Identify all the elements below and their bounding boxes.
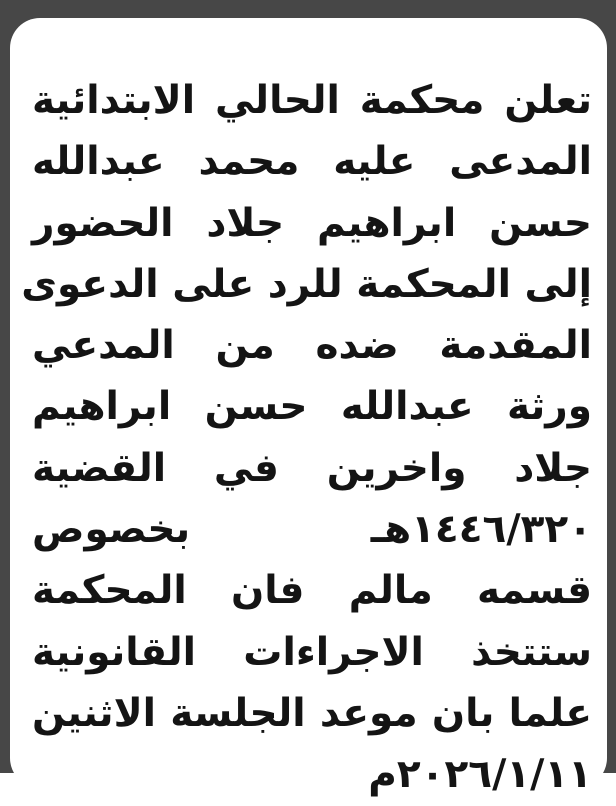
notice-line: إلى المحكمة للرد على الدعوى [21,261,592,307]
notice-card [10,18,607,798]
notice-line: ٢٠٢٦/١/١١م [368,752,592,798]
notice-line: ستتخذ الاجراءات القانونية [32,629,592,675]
notice-text [21,70,592,806]
notice-line: علما بان موعد الجلسة الاثنين [32,690,592,736]
notice-line: ورثة عبدالله حسن ابراهيم [32,384,592,430]
notice-line: حسن ابراهيم جلاد الحضور [32,200,592,246]
notice-line: المقدمة ضده من المدعي [32,323,592,369]
notice-line: قسمه مالم فان المحكمة [32,568,592,614]
notice-line: ١٤٤٦/٣٢٠هـ بخصوص [32,507,592,553]
notice-line: تعلن محكمة الحالي الابتدائية [32,78,592,123]
notice-line: المدعى عليه محمد عبدالله [32,139,592,185]
notice-line: جلاد واخرين في القضية [32,445,592,491]
